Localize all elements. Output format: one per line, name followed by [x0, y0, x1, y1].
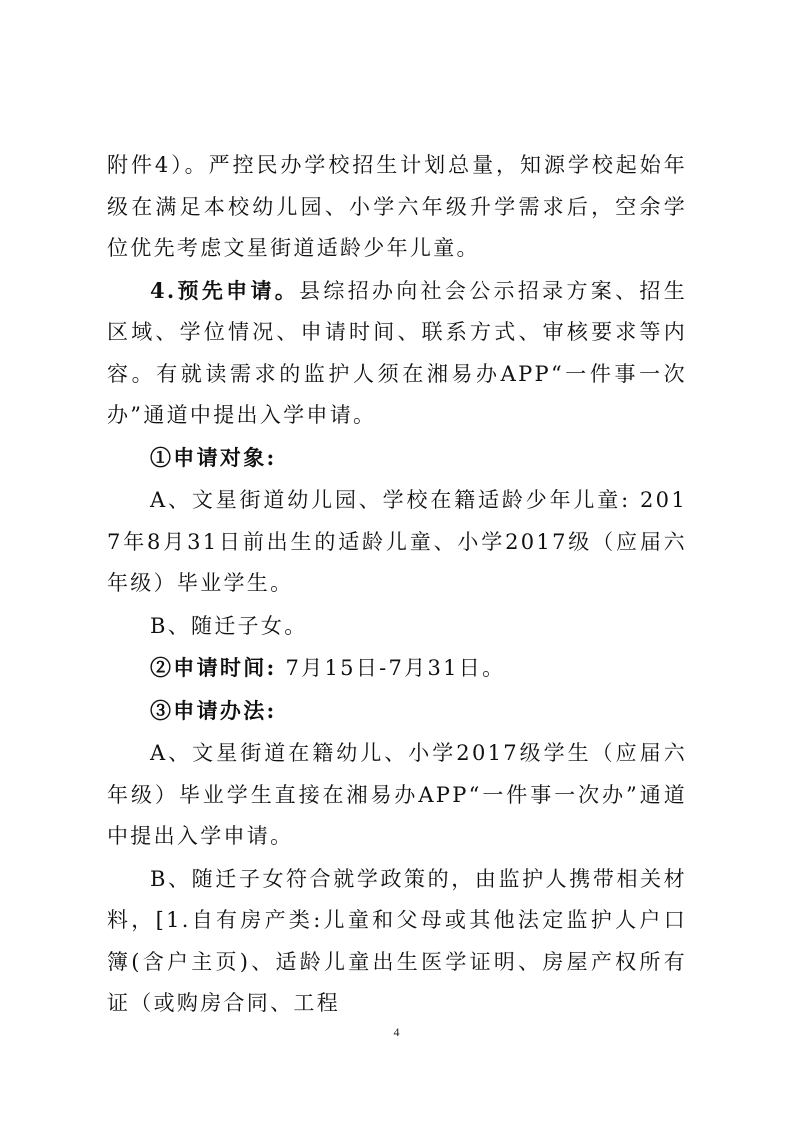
page-number: 4: [393, 1025, 400, 1039]
paragraph-method-a: [107, 732, 687, 858]
heading-application-target: [107, 437, 687, 480]
paragraph-application-time: [107, 647, 687, 690]
paragraph-pre-application: [107, 270, 687, 437]
paragraph-lead: ③申请办法:: [150, 697, 277, 723]
paragraph-target-a: [107, 479, 687, 605]
paragraph-lead: ①申请对象:: [150, 444, 277, 470]
paragraph-text: A、文星街道幼儿园、学校在籍适龄少年儿童: 2017年8月31日前出生的适龄儿童、小学2017级（应届六年级）毕业学生。: [107, 488, 687, 595]
heading-application-method: [107, 690, 687, 733]
paragraph-lead: 4.预先申请。: [150, 277, 300, 303]
paragraph-text: B、随迁子女符合就学政策的，由监护人携带相关材料，[1.自有房产类:儿童和父母或其他法定监护人户口簿(含户主页)、适龄儿童出生医学证明、房屋产权所有证（或购房合同、工程: [107, 866, 687, 1015]
paragraph-text: 7月15日-7月31日。: [276, 656, 506, 680]
paragraph-text: A、文星街道在籍幼儿、小学2017级学生（应届六年级）毕业学生直接在湘易办APP“一件事一次办”通道中提出入学申请。: [107, 741, 687, 848]
document-body: [107, 144, 687, 1025]
paragraph-text: 县综招办向社会公示招录方案、招生区域、学位情况、申请时间、联系方式、审核要求等内容。有就读需求的监护人须在湘易办APP“一件事一次办”通道中提出入学申请。: [107, 278, 687, 427]
paragraph-method-b: [107, 858, 687, 1025]
paragraph-target-b: [107, 605, 687, 648]
paragraph-text: B、随迁子女。: [150, 613, 308, 638]
paragraph-enrollment-plan: [107, 144, 687, 270]
paragraph-text: 附件4）。严控民办学校招生计划总量，知源学校起始年级在满足本校幼儿园、小学六年级升学需求后，空余学位优先考虑文星街道适龄少年儿童。: [107, 153, 687, 260]
paragraph-lead: ②申请时间:: [150, 655, 277, 680]
